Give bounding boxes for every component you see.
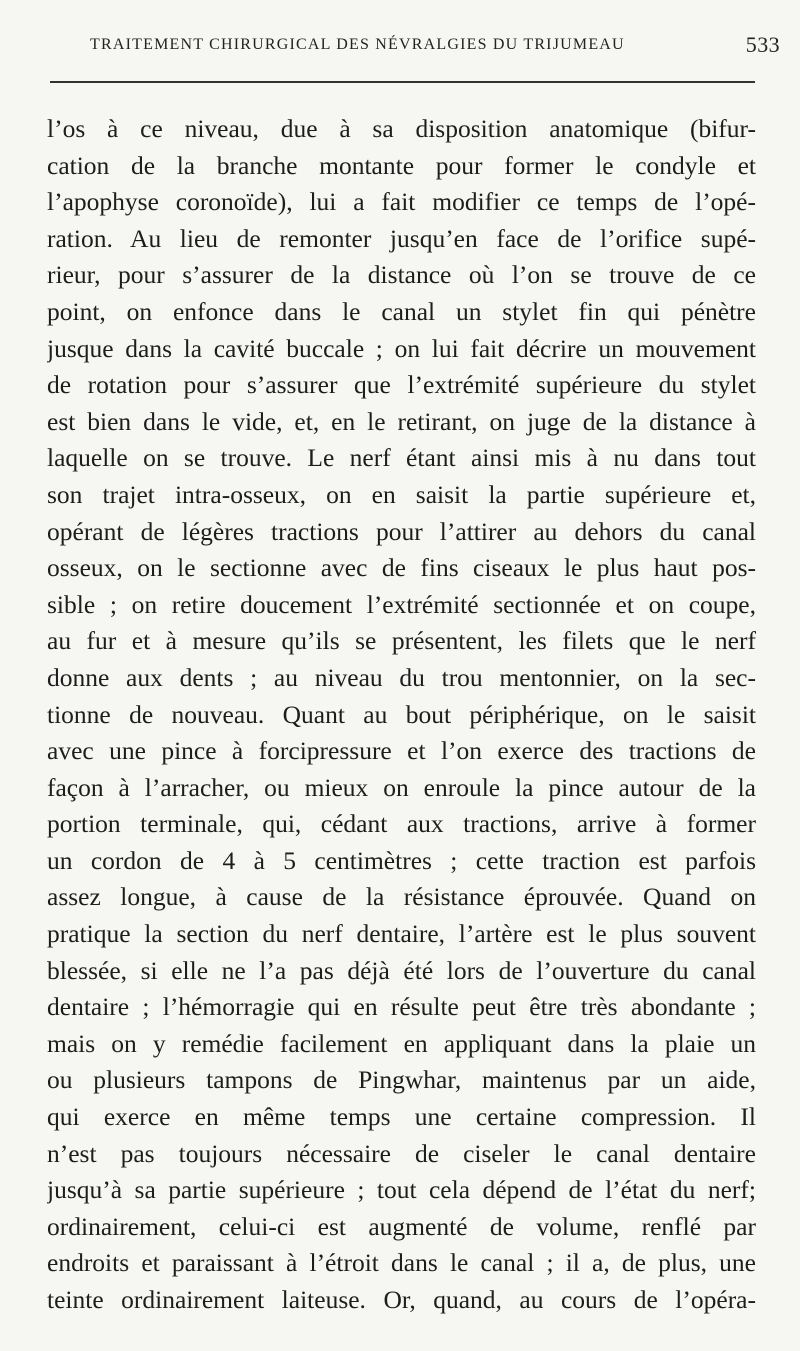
text-line: cation de la branche montante pour former le condyle et <box>47 150 756 180</box>
text-line: au fur et à mesure qu’ils se présentent, les filets que le nerf <box>47 626 756 656</box>
text-line: opérant de légères tractions pour l’attirer au dehors du canal <box>47 516 756 546</box>
text-line: n’est pas toujours nécessaire de ciseler le canal dentaire <box>47 1138 756 1168</box>
text-line: ordinairement, celui-ci est augmenté de volume, renflé par <box>47 1211 756 1241</box>
text-line: rieur, pour s’assurer de la distance où l’on se trouve de ce <box>47 260 756 290</box>
text-line: portion terminale, qui, cédant aux tractions, arrive à former <box>47 809 756 839</box>
text-line: qui exerce en même temps une certaine compression. Il <box>47 1102 756 1132</box>
text-line: laquelle on se trouve. Le nerf étant ainsi mis à nu dans tout <box>47 443 756 473</box>
text-line: endroits et paraissant à l’étroit dans le canal ; il a, de plus, une <box>47 1248 756 1278</box>
text-line: de rotation pour s’assurer que l’extrémité supérieure du stylet <box>47 370 756 400</box>
text-line: jusqu’à sa partie supérieure ; tout cela dépend de l’état du nerf; <box>47 1175 756 1205</box>
text-line: sible ; on retire doucement l’extrémité sectionnée et on coupe, <box>47 589 756 619</box>
text-line: l’apophyse coronoïde), lui a fait modifier ce temps de l’opé- <box>47 187 756 217</box>
text-line: est bien dans le vide, et, en le retirant, on juge de la distance à <box>47 406 756 436</box>
text-line: ou plusieurs tampons de Pingwhar, maintenus par un aide, <box>47 1065 756 1095</box>
text-line: ration. Au lieu de remonter jusqu’en face de l’orifice supé- <box>47 223 756 253</box>
running-title: TRAITEMENT CHIRURGICAL DES NÉVRALGIES DU TRIJUMEAU <box>90 36 625 53</box>
text-line: avec une pince à forcipressure et l’on exerce des tractions de <box>47 736 756 766</box>
text-line: l’os à ce niveau, due à sa disposition anatomique (bifur- <box>47 114 756 143</box>
text-line: son trajet intra-osseux, on en saisit la partie supérieure et, <box>47 479 756 509</box>
text-line: donne aux dents ; au niveau du trou mentonnier, on la sec- <box>47 662 756 692</box>
running-header <box>90 30 780 64</box>
text-line: un cordon de 4 à 5 centimètres ; cette traction est parfois <box>47 845 756 875</box>
text-line: tionne de nouveau. Quant au bout périphérique, on le saisit <box>47 699 756 729</box>
text-line: jusque dans la cavité buccale ; on lui fait décrire un mouvement <box>47 333 756 363</box>
text-line: assez longue, à cause de la résistance éprouvée. Quand on <box>47 882 756 912</box>
text-line: façon à l’arracher, ou mieux on enroule la pince autour de la <box>47 772 756 802</box>
text-line: osseux, on le sectionne avec de fins ciseaux le plus haut pos- <box>47 553 756 583</box>
body-text <box>47 111 756 1319</box>
text-line: pratique la section du nerf dentaire, l’artère est le plus souvent <box>47 919 756 949</box>
text-line: teinte ordinairement laiteuse. Or, quand, au cours de l’opéra- <box>47 1285 756 1314</box>
text-line: mais on y remédie facilement en appliquant dans la plaie un <box>47 1028 756 1058</box>
text-line: point, on enfonce dans le canal un stylet fin qui pénètre <box>47 296 756 326</box>
header-rule <box>50 81 755 83</box>
text-line: dentaire ; l’hémorragie qui en résulte peut être très abondante ; <box>47 992 756 1022</box>
text-line: blessée, si elle ne l’a pas déjà été lors de l’ouverture du canal <box>47 955 756 985</box>
page-number: 533 <box>745 32 780 57</box>
